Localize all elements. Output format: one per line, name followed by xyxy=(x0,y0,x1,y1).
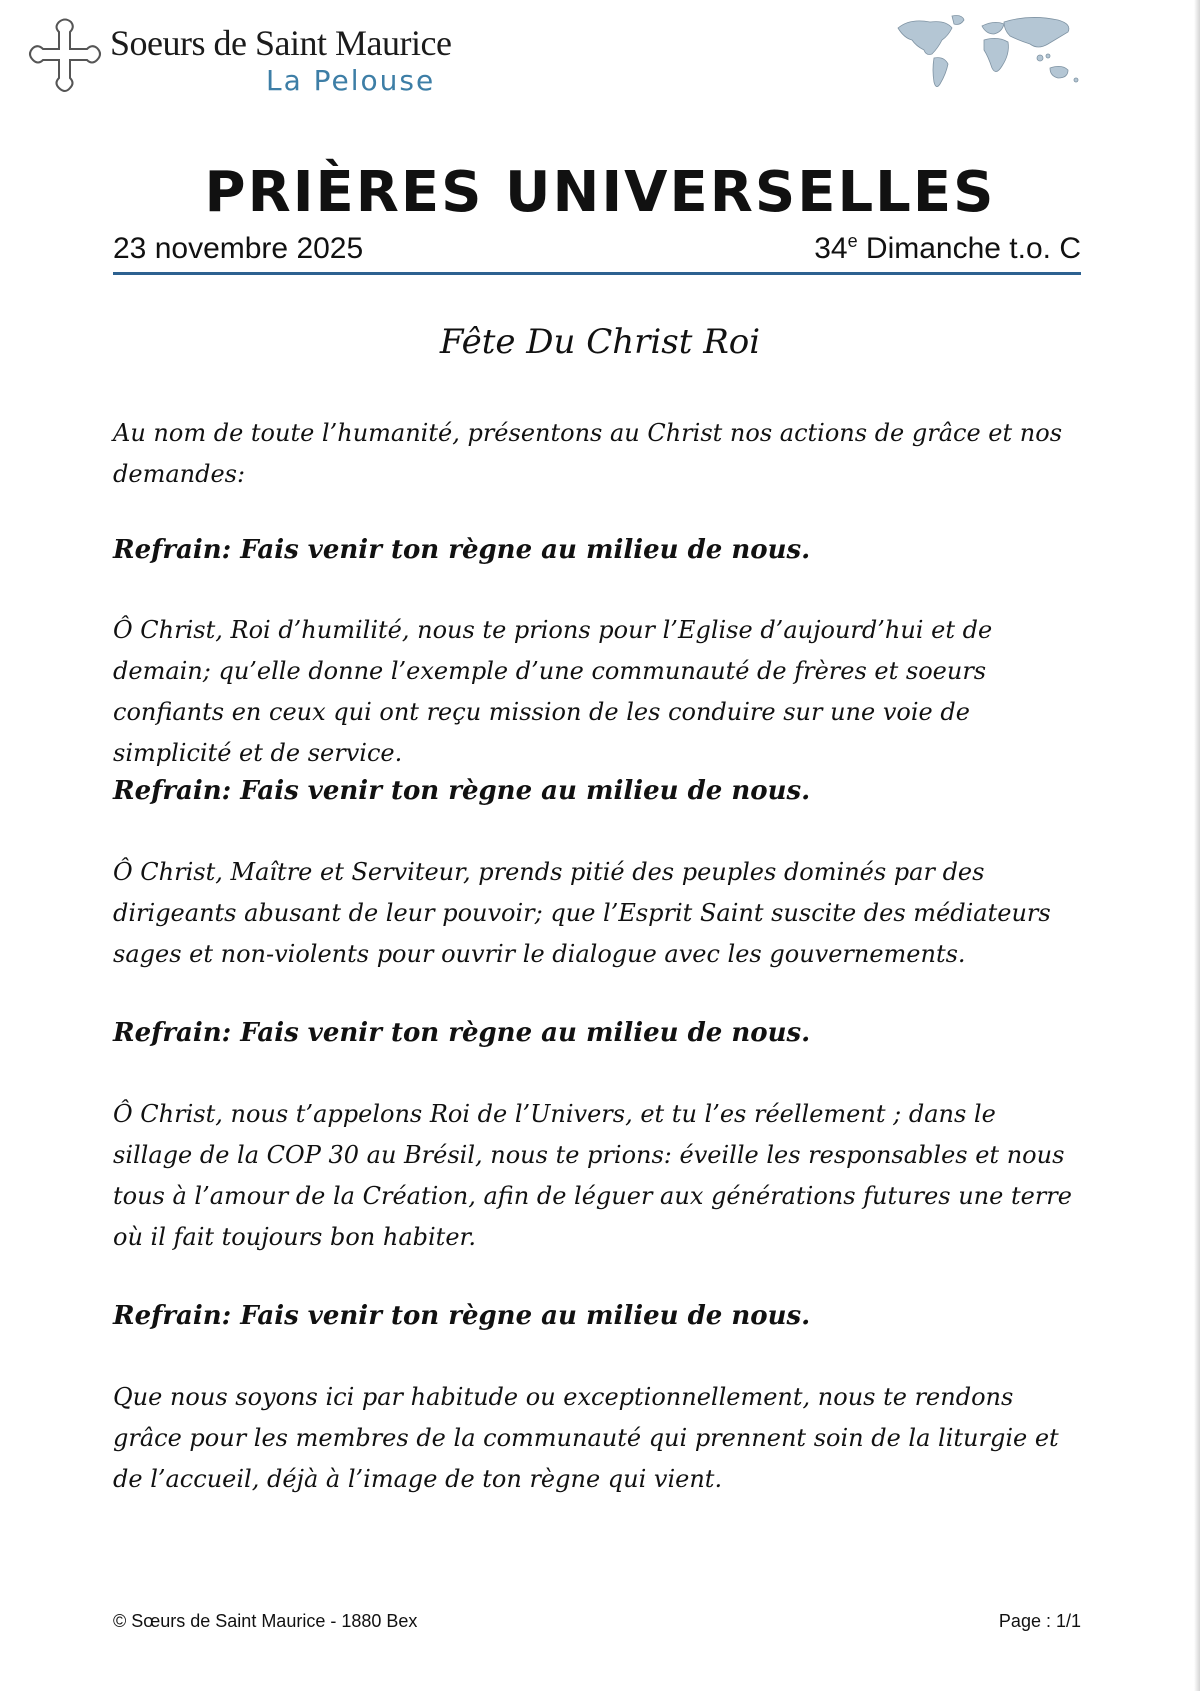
sunday-label: Dimanche t.o. C xyxy=(857,232,1081,265)
conclusion-paragraph: Que nous soyons ici par habitude ou exceptionnellement, nous te rendons grâce pour les membres de la communauté qui prennent soin de la liturgie et de l’accueil, déjà à l’image de ton règne qui vient. xyxy=(113,1383,1059,1493)
world-map-icon xyxy=(890,10,1090,96)
sunday-number: 34 xyxy=(814,232,848,265)
sunday-superscript: e xyxy=(847,231,858,251)
refrain-line: Refrain: Fais venir ton règne au milieu de nous. xyxy=(113,535,811,565)
prayer-paragraph-2: Ô Christ, Maître et Serviteur, prends pitié des peuples dominés par des dirigeants abusant de leur pouvoir; que l’Esprit Saint suscite des médiateurs sages et non-violents pour ouvrir le dialogue avec les gouvernements. xyxy=(113,858,1051,968)
liturgical-sunday xyxy=(814,232,1081,266)
page-edge-shadow xyxy=(1194,0,1200,1691)
refrain-line: Refrain: Fais venir ton règne au milieu de nous. xyxy=(113,776,811,806)
org-name: Soeurs de Saint Maurice xyxy=(110,23,452,63)
refrain-line: Refrain: Fais venir ton règne au milieu de nous. xyxy=(113,1301,811,1331)
footer-page-number: Page : 1/1 xyxy=(998,1611,1081,1631)
introduction-paragraph: Au nom de toute l’humanité, présentons au Christ nos actions de grâce et nos demandes: xyxy=(113,419,1063,488)
prayer-paragraph-3: Ô Christ, nous t’appelons Roi de l’Univers, et tu l’es réellement ; dans le sillage de la COP 30 au Brésil, nous te prions: éveille les responsables et nous tous à l’amour de la Création, afin de léguer aux générations futures une terre où il fait toujours bon habiter. xyxy=(113,1100,1072,1251)
page-title: PRIÈRES UNIVERSELLES xyxy=(204,160,996,225)
document-date: 23 novembre 2025 xyxy=(113,232,364,265)
date-row xyxy=(113,232,1081,275)
prayer-paragraph-1: Ô Christ, Roi d’humilité, nous te prions pour l’Eglise d’aujourd’hui et de demain; qu’elle donne l’exemple d’une communauté de frères et soeurs confiants en ceux qui ont reçu mission de les conduire sur une voie de simplicité et de service. xyxy=(113,616,993,767)
cross-icon xyxy=(26,18,104,96)
org-subtitle: La Pelouse xyxy=(266,64,436,97)
footer-copyright: © Sœurs de Saint Maurice - 1880 Bex xyxy=(113,1611,418,1631)
refrain-line: Refrain: Fais venir ton règne au milieu de nous. xyxy=(113,1018,811,1048)
feast-title: Fête Du Christ Roi xyxy=(439,322,761,362)
org-logo xyxy=(26,16,456,96)
